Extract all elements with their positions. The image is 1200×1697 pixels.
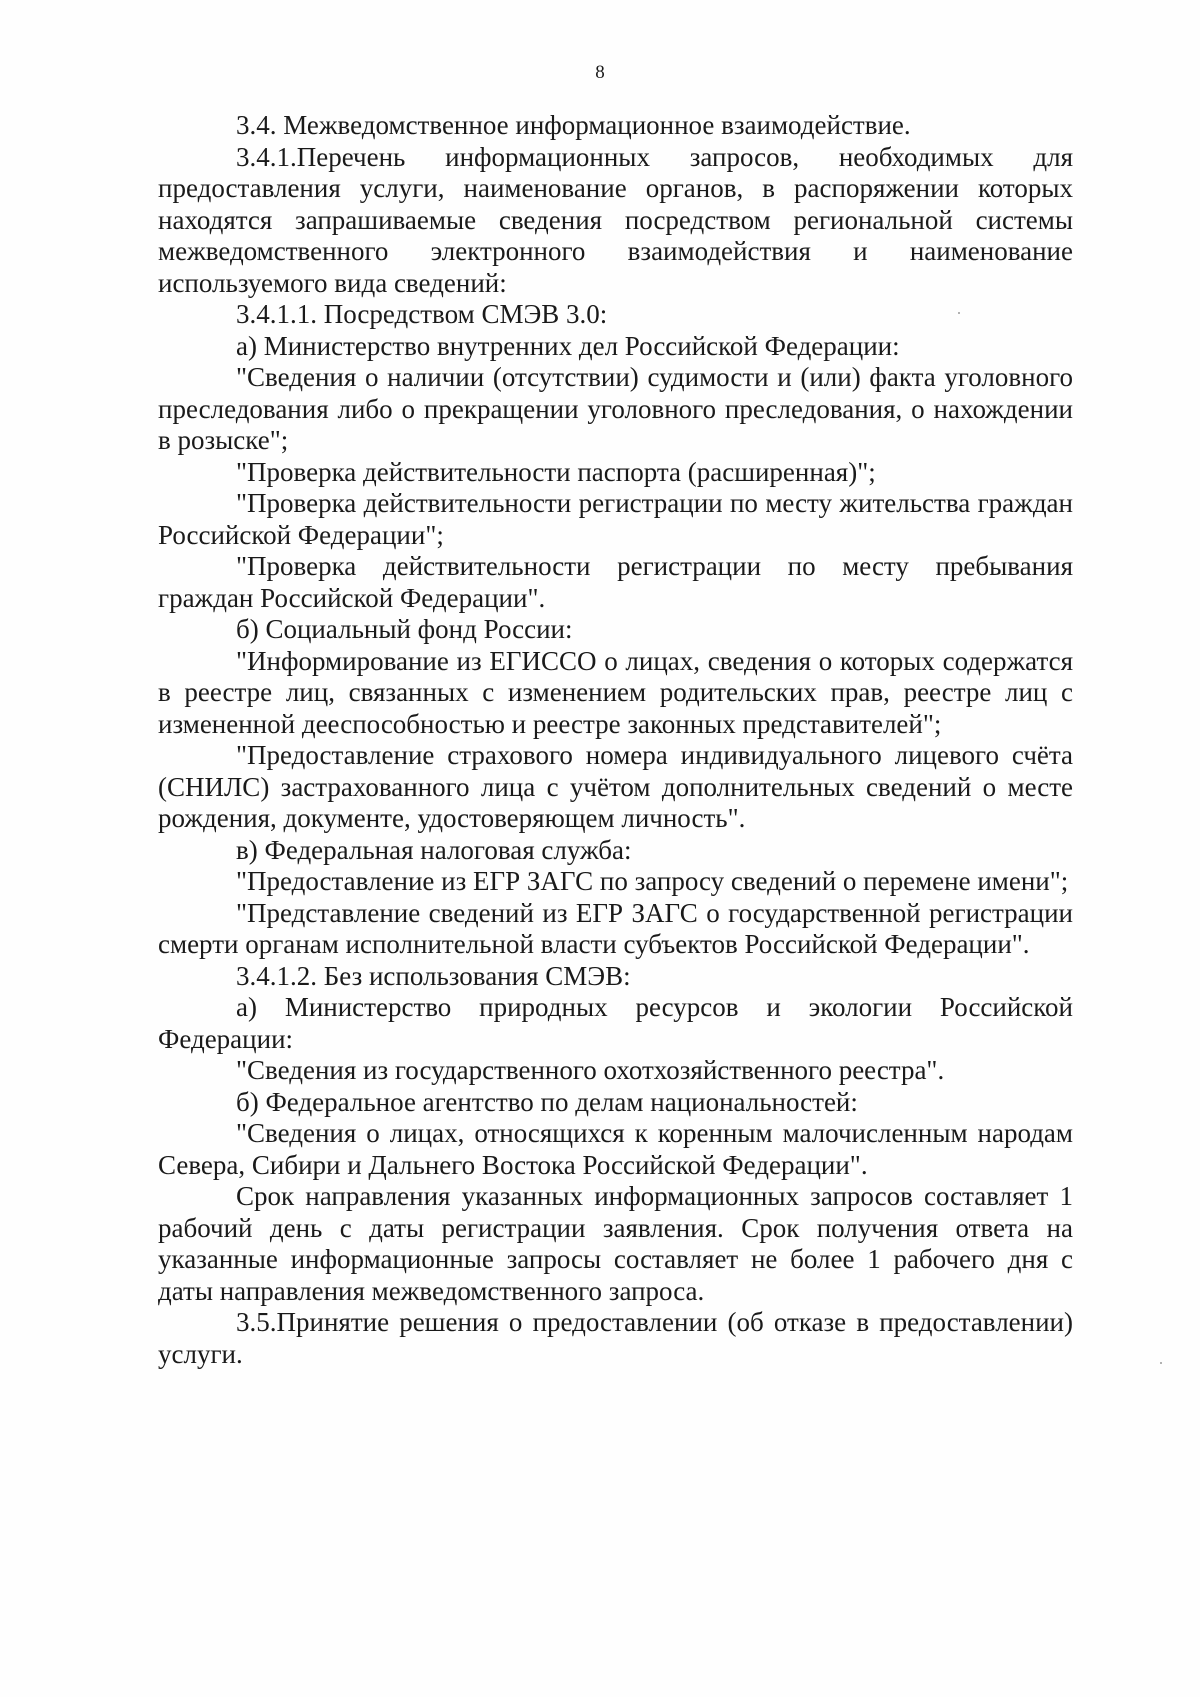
scan-speck [1160,1362,1162,1364]
agency-mvd: а) Министерство внутренних дел Российской Федерации: [236,330,900,361]
scan-speck [958,312,960,314]
agency-fadn: б) Федеральное агентство по делам национальностей: [236,1086,858,1117]
query-item: "Проверка действительности регистрации по месту жительства граждан Российской Федерации"; [158,488,1073,550]
section-heading-3-5: 3.5.Принятие решения о предоставлении (об отказе в предоставлении) услуги. [158,1307,1073,1369]
query-item: "Представление сведений из ЕГР ЗАГС о государственной регистрации смерти органам исполнительной власти субъектов Российской Федерации". [158,897,1073,959]
query-item: "Сведения о лицах, относящихся к коренным малочисленным народам Севера, Сибири и Дальнего Востока Российской Федерации". [158,1118,1073,1180]
deadline-paragraph: Срок направления указанных информационных запросов составляет 1 рабочий день с даты регистрации заявления. Срок получения ответа на указанные информационные запросы составляет не более 1 рабочего дня с даты направления межведомственного запроса. [158,1181,1073,1306]
page-number: 8 [595,62,605,83]
query-item: "Сведения из государственного охотхозяйственного реестра". [236,1055,945,1085]
agency-sfr: б) Социальный фонд России: [236,614,573,644]
section-heading-3-4: 3.4. Межведомственное информационное взаимодействие. [236,110,911,140]
document-body [158,110,1073,1370]
query-item: "Проверка действительности паспорта (расширенная)"; [236,456,876,487]
agency-minprirody: а) Министерство природных ресурсов и экологии Российской Федерации: [158,992,1073,1054]
paragraph-3-4-1: 3.4.1.Перечень информационных запросов, необходимых для предоставления услуги, наименование органов, в распоряжении которых находятся запрашиваемые сведения посредством региональной системы межведомственного электронного взаимодействия и наименование используемого вида сведений: [158,141,1073,298]
subsection-3-4-1-2: 3.4.1.2. Без использования СМЭВ: [236,960,631,991]
query-item: "Информирование из ЕГИССО о лицах, сведения о которых содержатся в реестре лиц, связанных с изменением родительских прав, реестре лиц с измененной дееспособностью и реестре законных представителей"; [158,645,1073,739]
subsection-3-4-1-1: 3.4.1.1. Посредством СМЭВ 3.0: [236,299,608,329]
query-item: "Сведения о наличии (отсутствии) судимости и (или) факта уголовного преследования либо о прекращении уголовного преследования, о нахождении в розыске"; [158,362,1073,455]
query-item: "Проверка действительности регистрации по месту пребывания граждан Российской Федерации". [158,551,1073,613]
agency-fns: в) Федеральная налоговая служба: [236,834,632,865]
query-item: "Предоставление страхового номера индивидуального лицевого счёта (СНИЛС) застрахованного лица с учётом дополнительных сведений о месте рождения, документе, удостоверяющем личность". [158,740,1073,833]
query-item: "Предоставление из ЕГР ЗАГС по запросу сведений о перемене имени"; [236,866,1069,896]
